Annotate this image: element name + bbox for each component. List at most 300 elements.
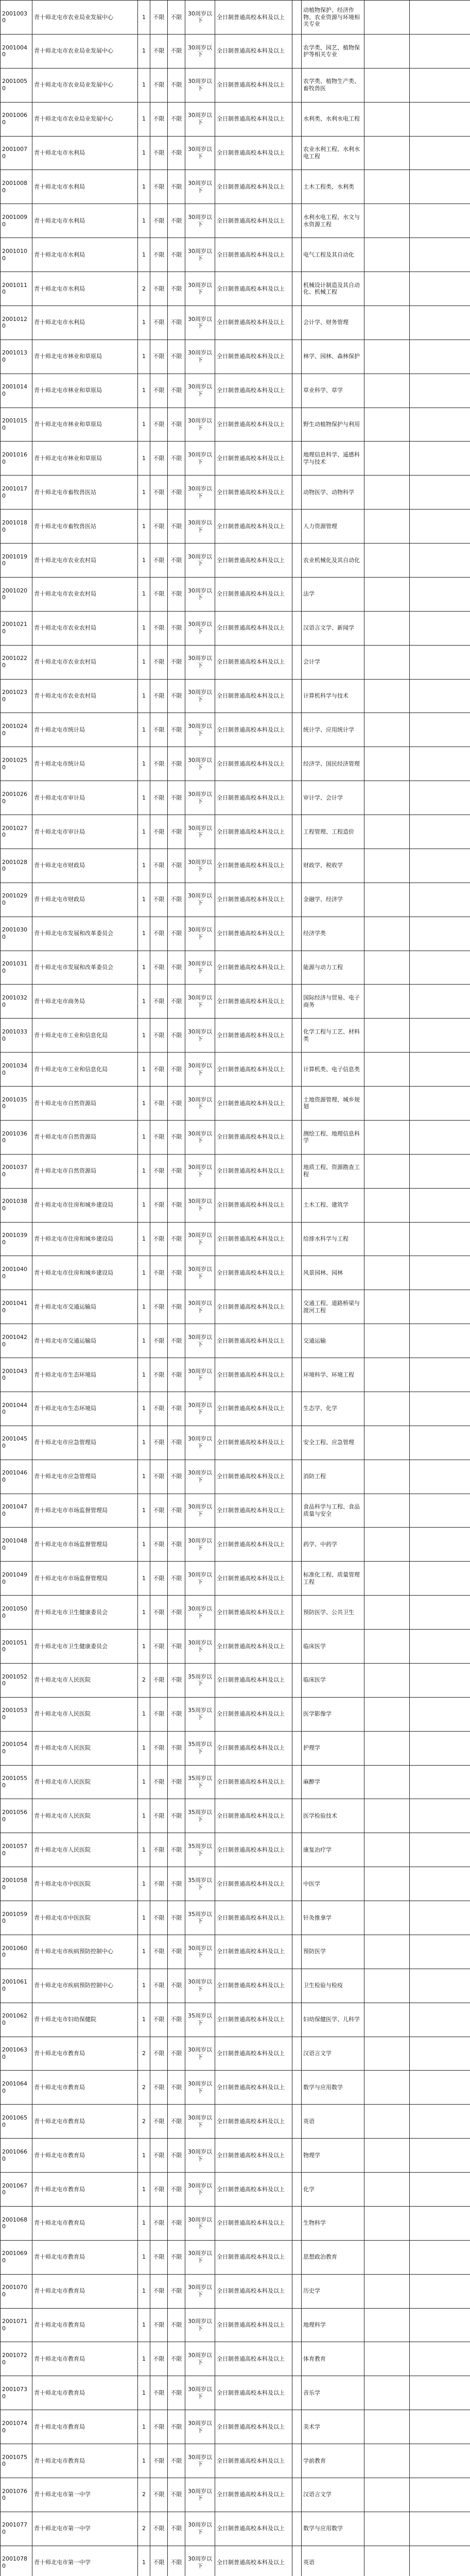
post-code-cell: 20010480 [1,1528,32,1562]
other-condition-cell [364,2478,410,2512]
headcount-cell: 1 [138,1697,150,1731]
remark-cell [410,1019,470,1053]
ethnicity-cell: 不限 [168,2444,185,2478]
major-cell: 动植物保护、经济作物、农业资源与环境相关专业 [302,1,364,35]
ethnicity-cell: 不限 [168,645,185,679]
other-condition-cell [364,1290,410,1324]
unit-name-cell: 青十师北屯市教育局 [32,2206,138,2240]
age-limit-cell: 30周岁以下 [185,2037,215,2071]
remark-cell [410,476,470,510]
headcount-cell: 1 [138,408,150,442]
headcount-cell: 1 [138,68,150,102]
age-limit-cell: 30周岁以下 [185,34,215,68]
degree-cell [292,408,302,442]
degree-cell [292,1460,302,1494]
ethnicity-cell: 不限 [168,1731,185,1765]
table-row [1,1426,470,1460]
age-limit-cell: 30周岁以下 [185,68,215,102]
ethnicity-cell: 不限 [168,1290,185,1324]
remark-cell [410,1392,470,1426]
headcount-cell: 1 [138,611,150,645]
ethnicity-cell: 不限 [168,679,185,713]
degree-cell [292,679,302,713]
post-code-cell: 20010050 [1,68,32,102]
degree-cell [292,2139,302,2173]
unit-name-cell: 青十师北屯市林业和草原局 [32,408,138,442]
major-cell: 生态学、化学 [302,1392,364,1426]
table-row [1,815,470,849]
other-condition-cell [364,1154,410,1188]
other-condition-cell [364,1969,410,2003]
gender-cell: 不限 [150,713,168,747]
gender-cell: 不限 [150,1765,168,1799]
ethnicity-cell: 不限 [168,2512,185,2546]
post-code-cell: 20010200 [1,577,32,611]
other-condition-cell [364,136,410,170]
table-row [1,1460,470,1494]
other-condition-cell [364,1053,410,1087]
age-limit-cell: 30周岁以下 [185,170,215,204]
unit-name-cell: 青十师北屯市第一中学 [32,2512,138,2546]
table-row [1,917,470,951]
post-code-cell: 20010720 [1,2342,32,2376]
age-limit-cell: 30周岁以下 [185,1562,215,1596]
age-limit-cell: 30周岁以下 [185,306,215,340]
headcount-cell: 1 [138,1120,150,1154]
remark-cell [410,1120,470,1154]
remark-cell [410,306,470,340]
table-row [1,2173,470,2207]
remark-cell [410,679,470,713]
degree-cell [292,713,302,747]
education-cell: 全日制普通高校本科及以上 [215,2139,292,2173]
education-cell: 全日制普通高校本科及以上 [215,1256,292,1290]
education-cell: 全日制普通高校本科及以上 [215,1392,292,1426]
gender-cell: 不限 [150,2444,168,2478]
other-condition-cell [364,1324,410,1358]
headcount-cell: 1 [138,2003,150,2037]
unit-name-cell: 青十师北屯市市场监督管理局 [32,1528,138,1562]
table-row [1,1188,470,1222]
post-code-cell: 20010760 [1,2478,32,2512]
gender-cell: 不限 [150,1392,168,1426]
table-row [1,645,470,679]
headcount-cell: 1 [138,1154,150,1188]
other-condition-cell [364,306,410,340]
gender-cell: 不限 [150,1935,168,1969]
age-limit-cell: 30周岁以下 [185,510,215,544]
headcount-cell: 1 [138,2173,150,2207]
age-limit-cell: 30周岁以下 [185,1222,215,1256]
remark-cell [410,1663,470,1697]
major-cell: 交通运输 [302,1324,364,1358]
headcount-cell: 1 [138,1833,150,1867]
age-limit-cell: 30周岁以下 [185,1494,215,1528]
unit-name-cell: 青十师北屯市农业农村局 [32,645,138,679]
other-condition-cell [364,1630,410,1664]
education-cell: 全日制普通高校本科及以上 [215,1222,292,1256]
ethnicity-cell: 不限 [168,1833,185,1867]
age-limit-cell: 30周岁以下 [185,611,215,645]
major-cell: 历史学 [302,2274,364,2308]
remark-cell [410,1426,470,1460]
major-cell: 汉语言文学 [302,2478,364,2512]
education-cell: 全日制普通高校本科及以上 [215,1154,292,1188]
other-condition-cell [364,2308,410,2342]
table-row [1,1494,470,1528]
post-code-cell: 20010510 [1,1630,32,1664]
table-row [1,442,470,476]
ethnicity-cell: 不限 [168,476,185,510]
age-limit-cell: 35周岁以下 [185,1765,215,1799]
major-cell: 数学与应用数学 [302,2512,364,2546]
headcount-cell: 1 [138,2274,150,2308]
remark-cell [410,2512,470,2546]
other-condition-cell [364,2240,410,2274]
gender-cell: 不限 [150,2071,168,2105]
table-row [1,1053,470,1087]
education-cell: 全日制普通高校本科及以上 [215,2444,292,2478]
other-condition-cell [364,781,410,815]
post-code-cell: 20010260 [1,781,32,815]
unit-name-cell: 青十师北屯市畜牧兽医站 [32,510,138,544]
remark-cell [410,442,470,476]
degree-cell [292,2071,302,2105]
major-cell: 消防工程 [302,1460,364,1494]
other-condition-cell [364,2410,410,2444]
other-condition-cell [364,1901,410,1935]
unit-name-cell: 青十师北屯市自然资源局 [32,1120,138,1154]
gender-cell: 不限 [150,2342,168,2376]
major-cell: 音乐学 [302,2376,364,2410]
ethnicity-cell: 不限 [168,306,185,340]
ethnicity-cell: 不限 [168,2003,185,2037]
ethnicity-cell: 不限 [168,442,185,476]
table-row [1,544,470,578]
degree-cell [292,2173,302,2207]
gender-cell: 不限 [150,985,168,1019]
ethnicity-cell: 不限 [168,1867,185,1901]
ethnicity-cell: 不限 [168,883,185,917]
table-row [1,2139,470,2173]
table-row [1,374,470,408]
degree-cell [292,1019,302,1053]
post-code-cell: 20010380 [1,1188,32,1222]
unit-name-cell: 青十师北屯市住房和城乡建设局 [32,1222,138,1256]
degree-cell [292,1087,302,1121]
major-cell: 农学类、植物生产类、畜牧兽医 [302,68,364,102]
headcount-cell: 1 [138,1053,150,1087]
major-cell: 医学检验技术 [302,1799,364,1833]
table-row [1,1630,470,1664]
unit-name-cell: 青十师北屯市农业农村局 [32,577,138,611]
degree-cell [292,2478,302,2512]
post-code-cell: 20010140 [1,374,32,408]
education-cell: 全日制普通高校本科及以上 [215,2206,292,2240]
age-limit-cell: 30周岁以下 [185,883,215,917]
gender-cell: 不限 [150,2037,168,2071]
age-limit-cell: 30周岁以下 [185,2206,215,2240]
degree-cell [292,1,302,35]
other-condition-cell [364,1765,410,1799]
headcount-cell: 1 [138,2342,150,2376]
degree-cell [292,577,302,611]
table-row [1,1392,470,1426]
unit-name-cell: 青十师北屯市疾病预防控制中心 [32,1935,138,1969]
remark-cell [410,951,470,985]
degree-cell [292,204,302,238]
major-cell: 汉语言文学、新闻学 [302,611,364,645]
table-row [1,476,470,510]
post-code-cell: 20010430 [1,1358,32,1392]
post-code-cell: 20010360 [1,1120,32,1154]
headcount-cell: 1 [138,849,150,883]
major-cell: 人力资源管理 [302,510,364,544]
unit-name-cell: 青十师北屯市统计局 [32,713,138,747]
post-code-cell: 20010550 [1,1765,32,1799]
major-cell: 环境科学、环境工程 [302,1358,364,1392]
degree-cell [292,1867,302,1901]
table-row [1,1290,470,1324]
age-limit-cell: 30周岁以下 [185,1,215,35]
ethnicity-cell: 不限 [168,2037,185,2071]
age-limit-cell: 30周岁以下 [185,2274,215,2308]
post-code-cell: 20010560 [1,1799,32,1833]
age-limit-cell: 30周岁以下 [185,2308,215,2342]
post-code-cell: 20010370 [1,1154,32,1188]
other-condition-cell [364,985,410,1019]
gender-cell: 不限 [150,917,168,951]
headcount-cell: 1 [138,2206,150,2240]
gender-cell: 不限 [150,1324,168,1358]
post-code-cell: 20010330 [1,1019,32,1053]
ethnicity-cell: 不限 [168,611,185,645]
post-code-cell: 20010110 [1,272,32,306]
headcount-cell: 1 [138,2139,150,2173]
age-limit-cell: 30周岁以下 [185,272,215,306]
post-code-cell: 20010080 [1,170,32,204]
unit-name-cell: 青十师北屯市教育局 [32,2308,138,2342]
unit-name-cell: 青十师北屯市交通运输局 [32,1290,138,1324]
post-code-cell: 20010060 [1,102,32,136]
table-row [1,1154,470,1188]
degree-cell [292,510,302,544]
age-limit-cell: 30周岁以下 [185,951,215,985]
age-limit-cell: 30周岁以下 [185,544,215,578]
gender-cell: 不限 [150,1663,168,1697]
post-code-cell: 20010610 [1,1969,32,2003]
gender-cell: 不限 [150,2206,168,2240]
table-row [1,1765,470,1799]
gender-cell: 不限 [150,102,168,136]
degree-cell [292,1188,302,1222]
unit-name-cell: 青十师北屯市林业和草原局 [32,340,138,374]
gender-cell: 不限 [150,170,168,204]
major-cell: 物理学 [302,2139,364,2173]
remark-cell [410,1222,470,1256]
gender-cell: 不限 [150,1562,168,1596]
remark-cell [410,713,470,747]
gender-cell: 不限 [150,1494,168,1528]
table-row [1,1528,470,1562]
gender-cell: 不限 [150,2139,168,2173]
remark-cell [410,34,470,68]
age-limit-cell: 30周岁以下 [185,102,215,136]
education-cell: 全日制普通高校本科及以上 [215,1324,292,1358]
ethnicity-cell: 不限 [168,170,185,204]
education-cell: 全日制普通高校本科及以上 [215,1765,292,1799]
post-code-cell: 20010630 [1,2037,32,2071]
gender-cell: 不限 [150,1867,168,1901]
other-condition-cell [364,2139,410,2173]
unit-name-cell: 青十师北屯市生态环境局 [32,1358,138,1392]
other-condition-cell [364,1833,410,1867]
other-condition-cell [364,951,410,985]
unit-name-cell: 青十师北屯市林业和草原局 [32,442,138,476]
education-cell: 全日制普通高校本科及以上 [215,951,292,985]
remark-cell [410,883,470,917]
degree-cell [292,2308,302,2342]
education-cell: 全日制普通高校本科及以上 [215,204,292,238]
education-cell: 全日制普通高校本科及以上 [215,1596,292,1630]
other-condition-cell [364,2512,410,2546]
remark-cell [410,1528,470,1562]
post-code-cell: 20010100 [1,238,32,272]
gender-cell: 不限 [150,1358,168,1392]
other-condition-cell [364,2173,410,2207]
degree-cell [292,2410,302,2444]
remark-cell [410,1630,470,1664]
table-row [1,2478,470,2512]
age-limit-cell: 30周岁以下 [185,1256,215,1290]
post-code-cell: 20010220 [1,645,32,679]
headcount-cell: 1 [138,1222,150,1256]
post-code-cell: 20010590 [1,1901,32,1935]
education-cell: 全日制普通高校本科及以上 [215,102,292,136]
gender-cell: 不限 [150,2410,168,2444]
headcount-cell: 1 [138,1494,150,1528]
age-limit-cell: 30周岁以下 [185,238,215,272]
remark-cell [410,645,470,679]
unit-name-cell: 青十师北屯市中医医院 [32,1901,138,1935]
age-limit-cell: 30周岁以下 [185,713,215,747]
unit-name-cell: 青十师北屯市住房和城乡建设局 [32,1256,138,1290]
ethnicity-cell: 不限 [168,1324,185,1358]
unit-name-cell: 青十师北屯市卫生健康委员会 [32,1596,138,1630]
age-limit-cell: 30周岁以下 [185,2173,215,2207]
ethnicity-cell: 不限 [168,272,185,306]
table-row [1,1935,470,1969]
remark-cell [410,1697,470,1731]
table-row [1,2308,470,2342]
post-code-cell: 20010780 [1,2546,32,2576]
remark-cell [410,2071,470,2105]
age-limit-cell: 30周岁以下 [185,1630,215,1664]
ethnicity-cell: 不限 [168,2308,185,2342]
remark-cell [410,1765,470,1799]
headcount-cell: 1 [138,1731,150,1765]
remark-cell [410,2410,470,2444]
education-cell: 全日制普通高校本科及以上 [215,1426,292,1460]
ethnicity-cell: 不限 [168,374,185,408]
education-cell: 全日制普通高校本科及以上 [215,2512,292,2546]
remark-cell [410,1087,470,1121]
major-cell: 土木工程类、水利类 [302,170,364,204]
age-limit-cell: 35周岁以下 [185,1867,215,1901]
post-code-cell: 20010770 [1,2512,32,2546]
other-condition-cell [364,2376,410,2410]
remark-cell [410,238,470,272]
unit-name-cell: 青十师北屯市农业农村局 [32,611,138,645]
degree-cell [292,1324,302,1358]
headcount-cell: 1 [138,238,150,272]
degree-cell [292,1528,302,1562]
unit-name-cell: 青十师北屯市发展和改革委员会 [32,917,138,951]
education-cell: 全日制普通高校本科及以上 [215,2308,292,2342]
remark-cell [410,1188,470,1222]
table-row [1,238,470,272]
headcount-cell: 1 [138,204,150,238]
ethnicity-cell: 不限 [168,340,185,374]
gender-cell: 不限 [150,1019,168,1053]
unit-name-cell: 青十师北屯市水利局 [32,306,138,340]
education-cell: 全日制普通高校本科及以上 [215,1290,292,1324]
post-code-cell: 20010290 [1,883,32,917]
table-row [1,1596,470,1630]
unit-name-cell: 青十师北屯市农业农村局 [32,679,138,713]
other-condition-cell [364,611,410,645]
other-condition-cell [364,2274,410,2308]
other-condition-cell [364,170,410,204]
table-row [1,1562,470,1596]
degree-cell [292,2342,302,2376]
table-row [1,1358,470,1392]
age-limit-cell: 30周岁以下 [185,2105,215,2139]
age-limit-cell: 30周岁以下 [185,985,215,1019]
unit-name-cell: 青十师北屯市卫生健康委员会 [32,1630,138,1664]
major-cell: 数学与应用数学 [302,2071,364,2105]
unit-name-cell: 青十师北屯市财政局 [32,849,138,883]
unit-name-cell: 青十师北屯市教育局 [32,2139,138,2173]
post-code-cell: 20010250 [1,747,32,781]
headcount-cell: 1 [138,577,150,611]
table-row [1,510,470,544]
age-limit-cell: 35周岁以下 [185,1731,215,1765]
education-cell: 全日制普通高校本科及以上 [215,747,292,781]
ethnicity-cell: 不限 [168,1663,185,1697]
other-condition-cell [364,1935,410,1969]
headcount-cell: 1 [138,815,150,849]
headcount-cell: 1 [138,544,150,578]
unit-name-cell: 青十师北屯市人民医院 [32,1697,138,1731]
gender-cell: 不限 [150,1426,168,1460]
unit-name-cell: 青十师北屯市农业局业发展中心 [32,34,138,68]
gender-cell: 不限 [150,2003,168,2037]
post-code-cell: 20010660 [1,2139,32,2173]
headcount-cell: 2 [138,2478,150,2512]
other-condition-cell [364,2105,410,2139]
unit-name-cell: 青十师北屯市教育局 [32,2444,138,2478]
headcount-cell: 1 [138,1392,150,1426]
age-limit-cell: 30周岁以下 [185,2342,215,2376]
education-cell: 全日制普通高校本科及以上 [215,1901,292,1935]
ethnicity-cell: 不限 [168,204,185,238]
gender-cell: 不限 [150,238,168,272]
major-cell: 地理信息科学、遥感科学与技术 [302,442,364,476]
major-cell: 思想政治教育 [302,2240,364,2274]
table-row [1,1087,470,1121]
ethnicity-cell: 不限 [168,1901,185,1935]
